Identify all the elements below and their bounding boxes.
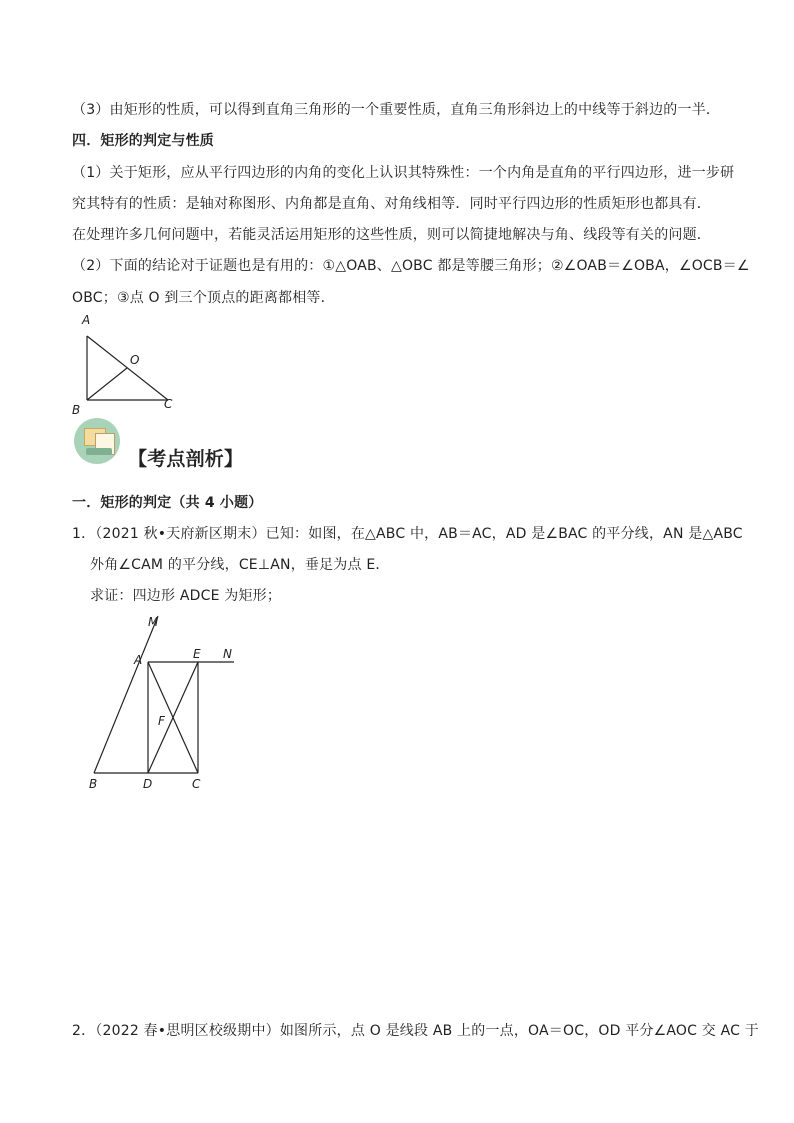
figure-right-triangle — [70, 308, 190, 418]
q1-line2: 外角∠CAM 的平分线，CE⊥AN，垂足为点 E． — [90, 557, 390, 573]
part1-title: 一．矩形的判定（共 4 小题） — [72, 495, 263, 511]
label-e: E — [193, 647, 201, 661]
section4-p1-line2: 究其特有的性质：是轴对称图形、内角都是直角、对角线相等．同时平行四边形的性质矩形也都具有． — [72, 196, 711, 212]
label-d: D — [143, 777, 153, 791]
section4-p1-line3: 在处理许多几何问题中，若能灵活运用矩形的这些性质，则可以简捷地解决与角、线段等有关的问题． — [72, 227, 711, 243]
label-m: M — [148, 615, 159, 629]
section4-p2-line1: （2）下面的结论对于证题也是有用的：①△OAB、△OBC 都是等腰三角形；②∠OAB＝∠OBA，∠OCB＝∠ — [72, 258, 750, 274]
q1-line1: 1．（2021 秋•天府新区期末）已知：如图，在△ABC 中，AB＝AC，AD 是∠BAC 的平分线，AN 是△ABC — [72, 526, 743, 542]
label-c: C — [164, 397, 173, 411]
label-a: A — [82, 313, 91, 327]
section3-line1: （3）由矩形的性质，可以得到直角三角形的一个重要性质，直角三角形斜边上的中线等于斜边的一半． — [72, 102, 721, 118]
label-c: C — [192, 777, 201, 791]
label-b: B — [89, 777, 98, 791]
section4-p2-line2: OBC；③点 O 到三个顶点的距离都相等． — [72, 290, 335, 306]
label-o: O — [130, 353, 140, 367]
section4-p1-line1: （1）关于矩形，应从平行四边形的内角的变化上认识其特殊性：一个内角是直角的平行四边形，进一步研 — [72, 165, 735, 181]
label-b: B — [72, 403, 81, 417]
q1-line3: 求证：四边形 ADCE 为矩形； — [90, 588, 282, 604]
figure-rectangle-adce — [80, 610, 250, 800]
segment-bo — [87, 368, 127, 400]
q2-line1: 2．（2022 春•思明区校级期中）如图所示，点 O 是线段 AB 上的一点，OA＝OC，OD 平分∠AOC 交 AC 于 — [72, 1023, 759, 1039]
label-a: A — [134, 653, 143, 667]
section4-title: 四．矩形的判定与性质 — [72, 133, 214, 149]
analysis-title: 【考点剖析】 — [128, 448, 244, 470]
label-f: F — [158, 714, 165, 728]
label-n: N — [223, 647, 232, 661]
